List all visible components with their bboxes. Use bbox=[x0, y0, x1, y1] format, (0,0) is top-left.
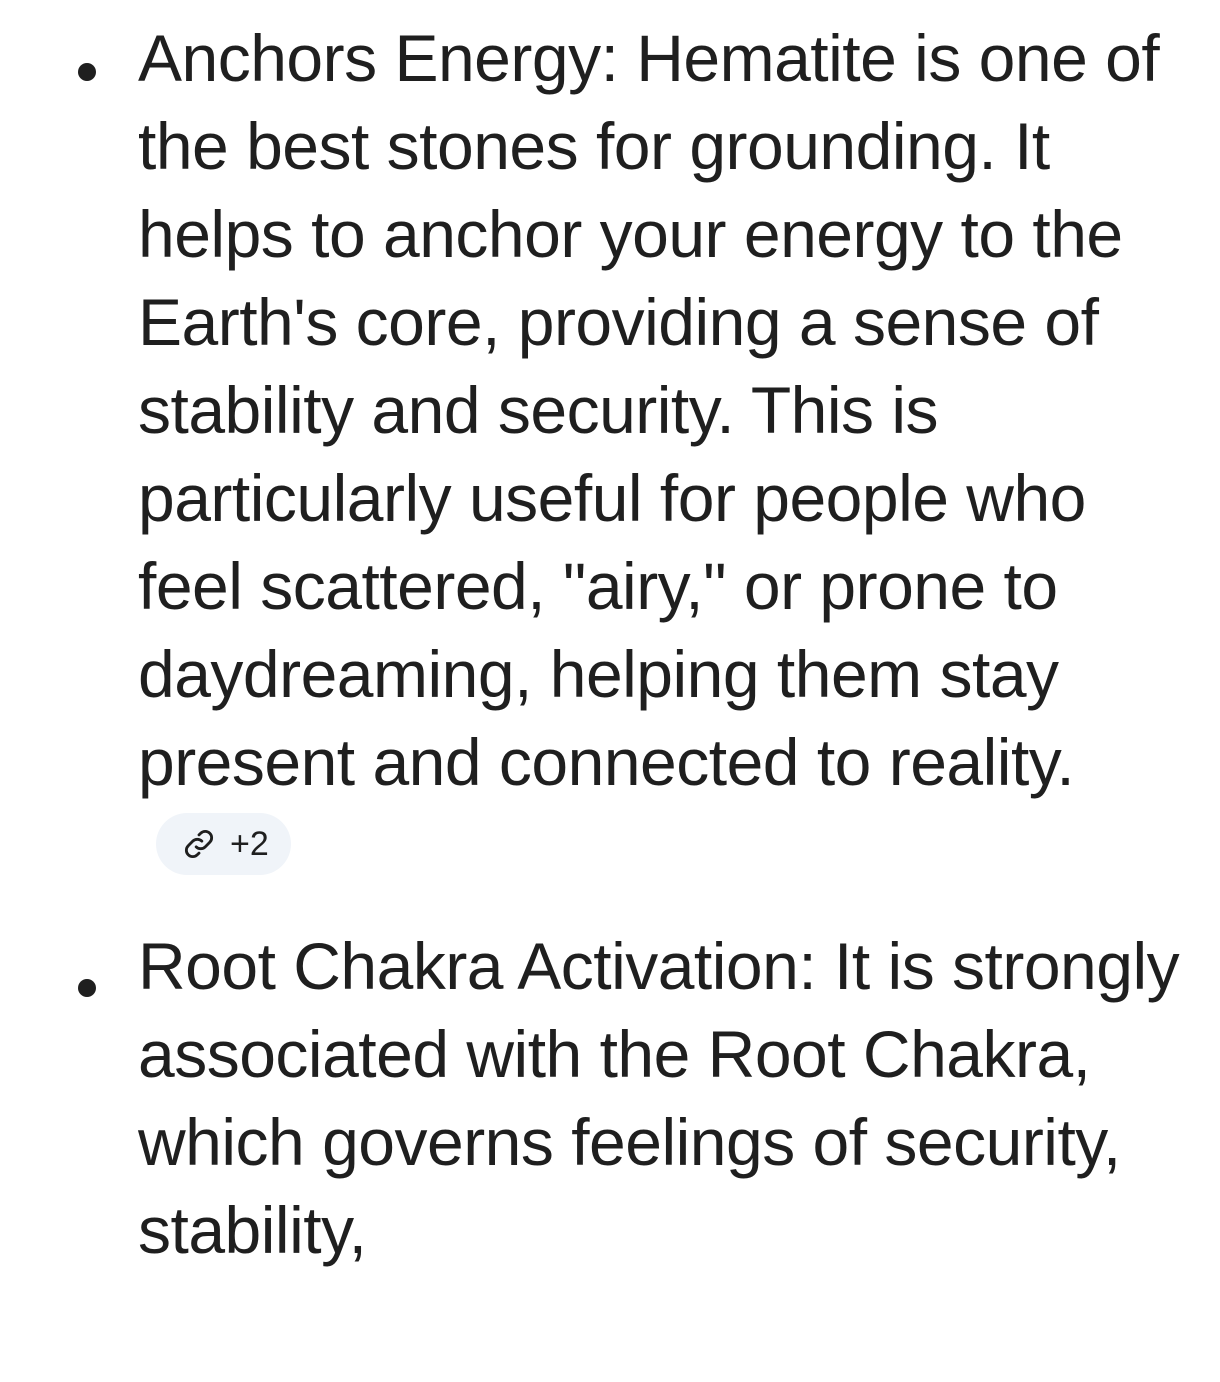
list-item-text bbox=[138, 14, 1180, 894]
list-item-text bbox=[138, 922, 1180, 1274]
list-item bbox=[0, 922, 1220, 1274]
list-item-text-content: Anchors Energy: Hematite is one of the best stones for grounding. It helps to anchor your energy to the Earth's core, providing a sense of stability and security. This is particularly useful for people who feel scattered, "airy," or prone to daydreaming, helping them stay present and connected to reality. bbox=[138, 21, 1160, 799]
source-citation-chip[interactable] bbox=[156, 813, 291, 875]
link-icon bbox=[182, 827, 216, 861]
list-item-text-content: Root Chakra Activation: It is strongly associated with the Root Chakra, which governs feelings of security, stability, bbox=[138, 929, 1180, 1267]
source-count: +2 bbox=[230, 824, 269, 863]
bullet-point bbox=[78, 63, 96, 81]
bullet-point bbox=[78, 979, 96, 997]
bullet-list bbox=[0, 14, 1220, 1274]
list-item bbox=[0, 14, 1220, 894]
